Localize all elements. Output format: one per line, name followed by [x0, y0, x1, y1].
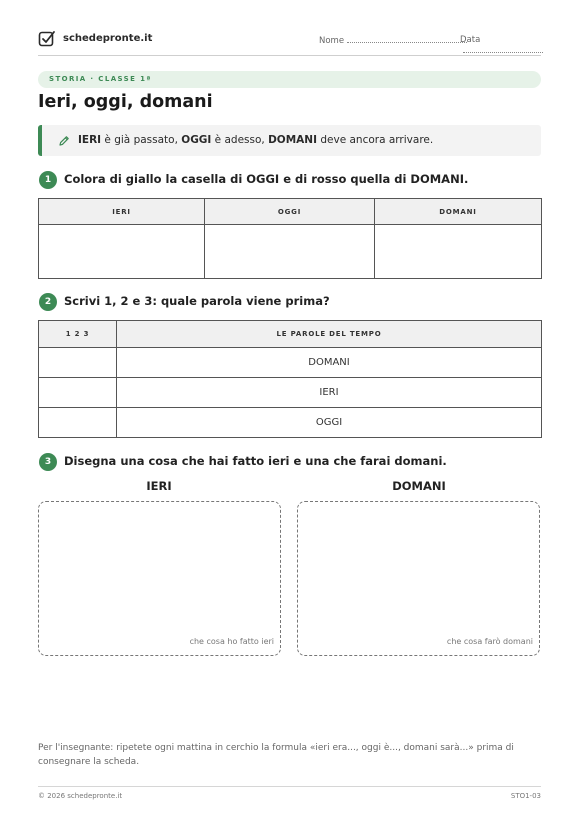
order-input-cell[interactable]	[39, 408, 117, 438]
subject-pill: STORIA · CLASSE 1ª	[38, 71, 541, 88]
draw-label-ieri: IERI	[146, 479, 172, 493]
draw-label-domani: DOMANI	[392, 479, 446, 493]
color-cell-ieri[interactable]	[39, 225, 205, 279]
note-text-part: è già passato,	[101, 134, 182, 146]
note-word-domani: DOMANI	[268, 134, 318, 146]
page-footer	[38, 786, 541, 800]
name-field	[319, 35, 467, 46]
note-word-oggi: OGGI	[181, 134, 212, 146]
draw-box-ieri[interactable]	[38, 501, 281, 656]
word-cell: OGGI	[117, 408, 542, 438]
page-title: Ieri, oggi, domani	[38, 92, 213, 112]
footer-copyright: © 2026 schedepronte.it	[38, 792, 123, 800]
note-text-part: deve ancora arrivare.	[317, 134, 434, 146]
date-field	[460, 35, 543, 56]
brand-name: schedepronte.it	[63, 33, 153, 44]
exercise-1-number: 1	[39, 171, 57, 189]
order-input-cell[interactable]	[39, 378, 117, 408]
order-input-cell[interactable]	[39, 348, 117, 378]
exercise-3-text: Disegna una cosa che hai fatto ieri e una che farai domani.	[64, 454, 447, 468]
page-header	[38, 30, 541, 56]
pencil-icon	[58, 135, 70, 147]
date-label: Data	[460, 35, 481, 45]
word-cell: DOMANI	[117, 348, 542, 378]
word-cell: IERI	[117, 378, 542, 408]
note-text	[78, 134, 433, 146]
footer-code: STO1-03	[510, 792, 541, 800]
draw-box-domani[interactable]	[297, 501, 540, 656]
box-caption-ieri: che cosa ho fatto ieri	[189, 637, 274, 646]
exercise-2-text: Scrivi 1, 2 e 3: quale parola viene prima?	[64, 294, 330, 308]
exercise-1-text: Colora di giallo la casella di OGGI e di rosso quella di DOMANI.	[64, 172, 469, 186]
box-caption-domani: che cosa farò domani	[446, 637, 533, 646]
note-text-part: è adesso,	[211, 134, 269, 146]
info-note	[38, 125, 541, 156]
color-cell-domani[interactable]	[375, 225, 542, 279]
color-table	[38, 198, 542, 279]
order-table	[38, 320, 542, 438]
header-time-words: LE PAROLE DEL TEMPO	[117, 321, 542, 348]
exercise-2-number: 2	[39, 293, 57, 311]
header-domani: DOMANI	[375, 199, 542, 225]
date-line	[463, 45, 543, 53]
exercise-3-number: 3	[39, 453, 57, 471]
color-cell-oggi[interactable]	[205, 225, 375, 279]
header-ieri: IERI	[39, 199, 205, 225]
name-line	[347, 35, 467, 43]
teacher-note: Per l'insegnante: ripetete ogni mattina in cerchio la formula «ieri era..., oggi è..., domani sarà...» prima di consegnare la scheda.	[38, 743, 514, 767]
header-order-numbers: 1 2 3	[39, 321, 117, 348]
name-label: Nome	[319, 36, 345, 46]
checkbox-logo-icon	[38, 30, 56, 48]
header-oggi: OGGI	[205, 199, 375, 225]
note-word-ieri: IERI	[78, 134, 102, 146]
